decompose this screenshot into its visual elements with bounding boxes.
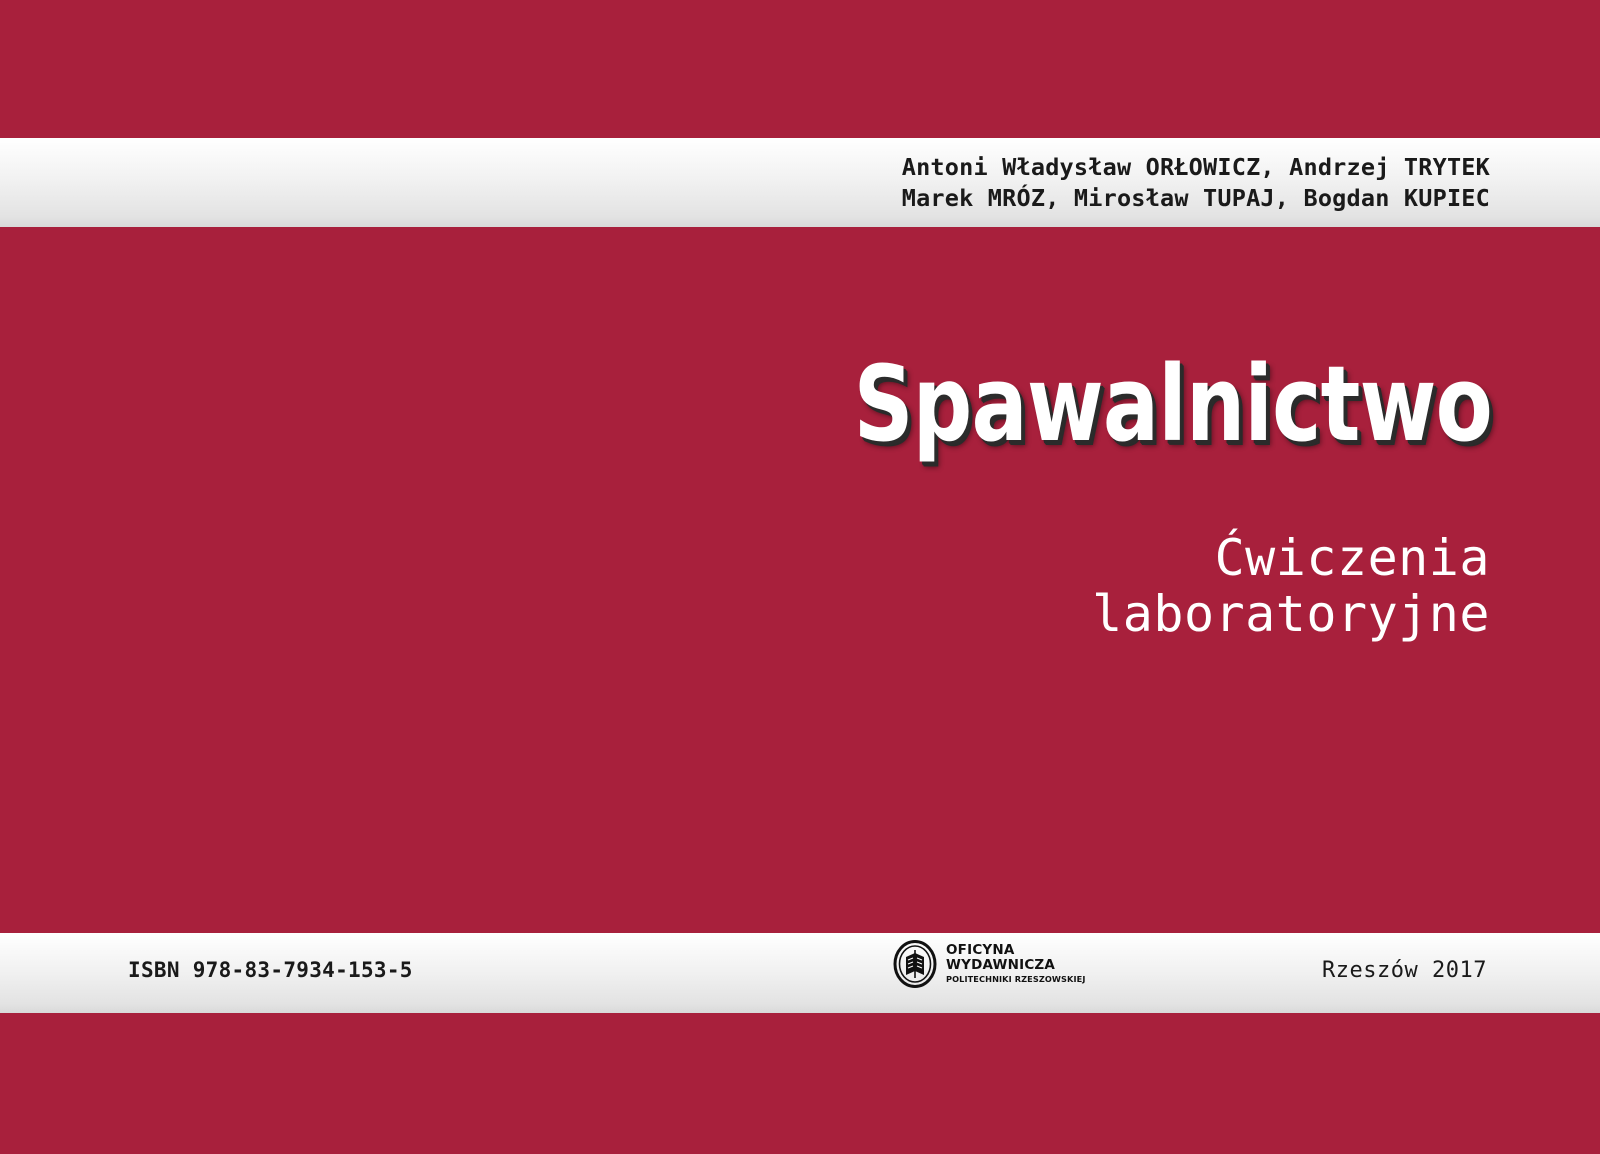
publisher-line-3: POLITECHNIKI RZESZOWSKIEJ: [946, 974, 1086, 984]
publisher-logo: [893, 940, 1086, 988]
title-container: [694, 343, 1492, 465]
book-title: Spawalnictwo: [853, 343, 1492, 465]
place-year-text: Rzeszów 2017: [1322, 958, 1487, 983]
authors-line-2: Marek MRÓZ, Mirosław TUPAJ, Bogdan KUPIEC: [901, 184, 1490, 212]
subtitle-line-2: laboratoryjne: [1092, 585, 1490, 643]
authors-line-1: Antoni Władysław ORŁOWICZ, Andrzej TRYTEK: [901, 153, 1490, 181]
publisher-name: [946, 943, 1086, 985]
isbn-text: ISBN 978-83-7934-153-5: [128, 958, 413, 982]
authors-block: [902, 152, 1490, 214]
publisher-emblem-icon: [893, 940, 937, 988]
subtitle-line-1: Ćwiczenia: [1214, 529, 1490, 587]
publisher-line-1: OFICYNA: [946, 942, 1015, 958]
publisher-line-2: WYDAWNICZA: [946, 957, 1056, 973]
book-subtitle: [1092, 530, 1490, 642]
